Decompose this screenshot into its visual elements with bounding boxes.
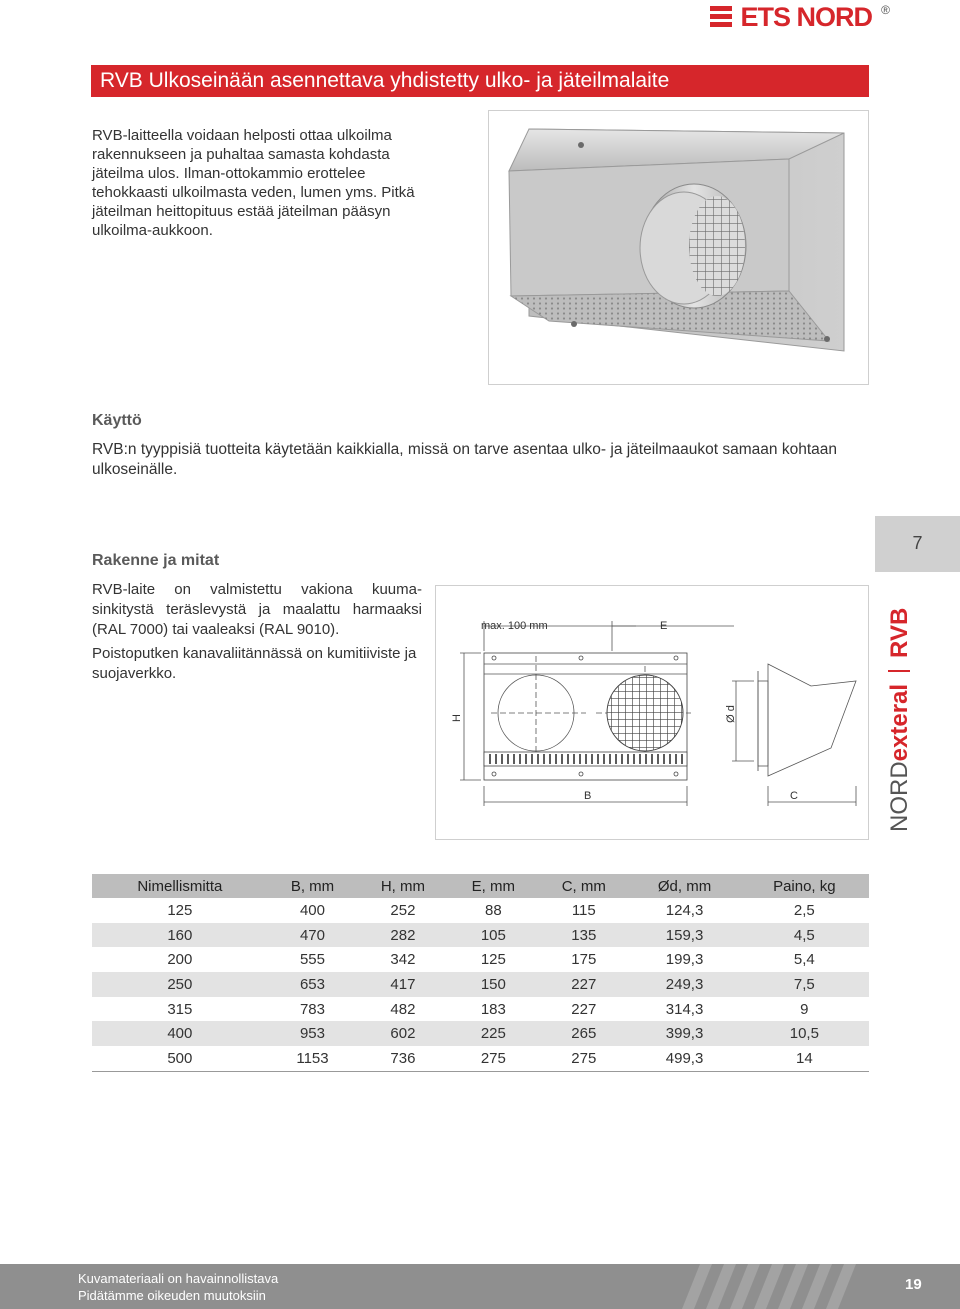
dimension-drawing-svg [436, 586, 868, 839]
chapter-label-rvb: RVB [886, 607, 913, 658]
footer-disclaimer [78, 1270, 278, 1304]
column-header: B, mm [268, 874, 358, 898]
column-header: C, mm [538, 874, 629, 898]
table-cell: 115 [571, 901, 596, 919]
kaytto-paragraph: RVB:n tyyppisiä tuotteita käytetään kaikkialla, missä on tarve asentaa ulko- ja jäteilmaaukot samaan kohtaan ulkoseinälle. [92, 441, 837, 478]
chapter-vertical-label [882, 608, 918, 832]
footer-line-2: Pidätämme oikeuden muutoksiin [78, 1288, 266, 1303]
rakenne-text [92, 580, 422, 688]
table-cell: 399,3 [629, 1021, 739, 1046]
label-max: max. 100 mm [481, 620, 548, 632]
table-cell: 125 [167, 901, 193, 919]
table-cell: 7,5 [740, 972, 869, 997]
table-cell: 314,3 [665, 1000, 704, 1018]
product-photo [488, 110, 869, 385]
section-heading-kaytto: Käyttö [92, 412, 142, 429]
table-cell: 88 [485, 901, 502, 919]
column-header: Ød, mm [629, 874, 739, 898]
chapter-separator [888, 670, 910, 672]
label-h: H [451, 714, 463, 722]
label-b: B [584, 790, 592, 802]
table-cell: 275 [449, 1046, 539, 1071]
table-cell: 175 [571, 951, 597, 969]
table-cell: 183 [480, 1000, 506, 1018]
table-header-row [92, 874, 869, 898]
table-cell: 249,3 [629, 972, 739, 997]
page-number: 19 [905, 1276, 922, 1293]
rakenne-paragraph-1: RVB-laite on valmistettu vakiona kuuma-sinkitystä teräslevystä ja maalattu harmaaksi (RAL 7000) tai vaaleaksi (RAL 9010). [92, 581, 422, 638]
table-row [92, 1021, 869, 1046]
page-title: RVB Ulkoseinään asennettava yhdistetty ulko- ja jäteilmalaite [91, 65, 869, 97]
table-cell: 105 [449, 923, 539, 948]
column-header: H, mm [357, 874, 448, 898]
table-cell: 10,5 [740, 1021, 869, 1046]
table-row [92, 923, 869, 948]
intro-text [92, 126, 432, 240]
chapter-label-nord: NORD [886, 761, 913, 832]
footer-line-1: Kuvamateriaali on havainnollistava [78, 1271, 279, 1286]
chapter-number: 7 [875, 516, 960, 572]
table-cell: 417 [357, 972, 448, 997]
table-cell: 275 [538, 1046, 629, 1071]
table-cell: 124,3 [665, 901, 704, 919]
table-row [92, 972, 869, 997]
section-heading-rakenne: Rakenne ja mitat [92, 552, 220, 569]
table-cell: 953 [268, 1021, 358, 1046]
table-cell: 2,5 [793, 901, 815, 919]
table-cell: 252 [390, 901, 416, 919]
table-cell: 135 [538, 923, 629, 948]
table-cell: 14 [740, 1046, 869, 1071]
dimensions-table [92, 874, 869, 1072]
intro-paragraph: RVB-laitteella voidaan helposti ottaa ulkoilma rakennukseen ja puhaltaa samasta kohdasta jäteilma ulos. Ilman-ottokammio erottelee tehokkaasti ulkoilmasta veden, lumen yms. Pitkä jäteilman heittopituus estää jäteilman pääsyn ulkoilma-aukkoon. [92, 127, 415, 239]
label-d: Ø d [725, 705, 737, 723]
rakenne-paragraph-2: Poistoputken kanavaliitännässä on kumitiiviste ja suojaverkko. [92, 645, 417, 682]
table-cell: 315 [167, 1000, 193, 1018]
table-row [92, 947, 869, 972]
table-cell: 736 [357, 1046, 448, 1071]
table-cell: 783 [299, 1000, 325, 1018]
product-illustration [489, 111, 868, 384]
table-cell: 9 [800, 1000, 809, 1018]
table-cell: 159,3 [629, 923, 739, 948]
table-row [92, 898, 869, 923]
table-cell: 499,3 [629, 1046, 739, 1071]
table-cell: 653 [268, 972, 358, 997]
table-cell: 5,4 [793, 951, 815, 969]
table-cell: 602 [357, 1021, 448, 1046]
label-c: C [790, 790, 798, 802]
table-cell: 125 [480, 951, 506, 969]
logo-text: ETS NORD [740, 1, 872, 32]
column-header: Paino, kg [740, 874, 869, 898]
table-cell: 400 [299, 901, 325, 919]
table-row [92, 1046, 869, 1071]
column-header: Nimellismitta [92, 874, 268, 898]
table-cell: 500 [92, 1046, 268, 1071]
table-cell: 1153 [268, 1046, 358, 1071]
table-cell: 342 [390, 951, 416, 969]
column-header: E, mm [449, 874, 539, 898]
table-cell: 250 [92, 972, 268, 997]
table-cell: 199,3 [665, 951, 704, 969]
table-cell: 282 [357, 923, 448, 948]
table-cell: 225 [449, 1021, 539, 1046]
dimension-drawing [435, 585, 869, 840]
footer-stripes-decoration [672, 1264, 872, 1309]
registered-mark: ® [881, 3, 890, 17]
table-cell: 150 [449, 972, 539, 997]
table-cell: 200 [167, 951, 193, 969]
table-cell: 470 [268, 923, 358, 948]
logo-stripes-icon [710, 6, 736, 28]
table-cell: 227 [571, 1000, 597, 1018]
ets-nord-logo [710, 1, 890, 32]
chapter-label-exteral: exteral [886, 683, 913, 762]
table-cell: 482 [390, 1000, 416, 1018]
table-cell: 265 [538, 1021, 629, 1046]
table-cell: 555 [299, 951, 325, 969]
table-cell: 400 [92, 1021, 268, 1046]
table-cell: 160 [92, 923, 268, 948]
label-e: E [660, 620, 668, 632]
table-row [92, 997, 869, 1022]
table-cell: 4,5 [740, 923, 869, 948]
table-cell: 227 [538, 972, 629, 997]
